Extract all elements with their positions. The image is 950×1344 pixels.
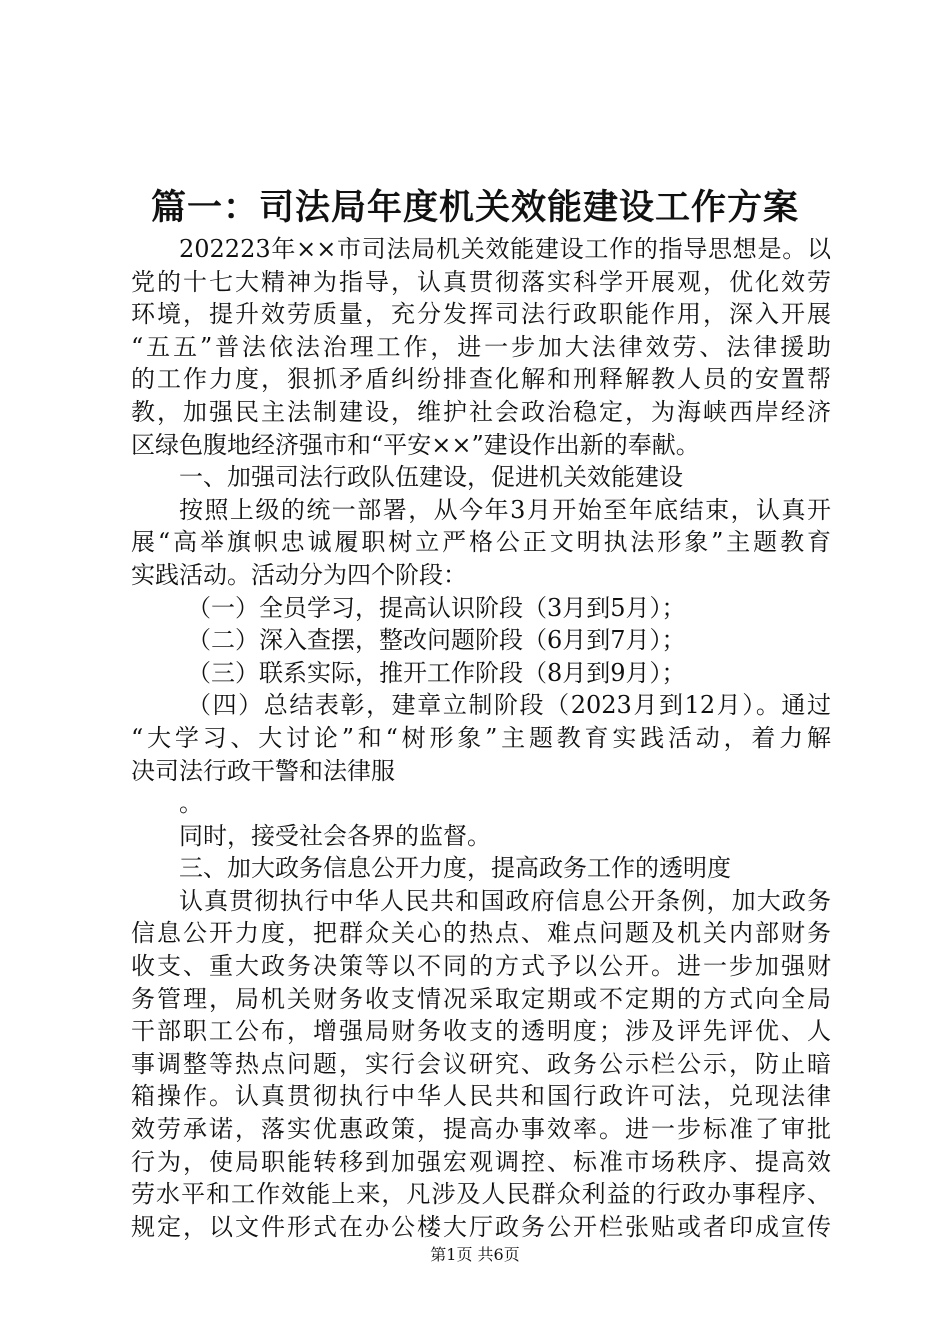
paragraph-line: 事调整等热点问题，实行会议研究、政务公示栏公示，防止暗 (131, 1049, 831, 1078)
list-item: （一）全员学习，提高认识阶段（3月到5月）； (187, 593, 686, 622)
paragraph-line: 环境，提升效劳质量，充分发挥司法行政职能作用，深入开展 (131, 300, 831, 329)
paragraph-line: 行为，使局职能转移到加强宏观调控、标准市场秩序、提高效 (131, 1147, 831, 1176)
paragraph-line: 收支、重大政务决策等以不同的方式予以公开。进一步加强财 (131, 952, 831, 981)
paragraph-line: 效劳承诺，落实优惠政策，提高办事效率。进一步标准了审批 (131, 1115, 831, 1144)
section-heading: 三、加大政务信息公开力度，提高政务工作的透明度 (179, 854, 731, 883)
paragraph-line: 认真贯彻执行中华人民共和国政府信息公开条例，加大政务 (179, 886, 831, 915)
paragraph-line: 党的十七大精神为指导，认真贯彻落实科学开展观，优化效劳 (131, 267, 831, 296)
page-number: 第1页 共6页 (430, 1245, 520, 1264)
paragraph-line: 实践活动。活动分为四个阶段： (131, 560, 467, 589)
paragraph-line: 信息公开力度，把群众关心的热点、难点问题及机关内部财务 (131, 919, 831, 948)
paragraph-line: 202223年××市司法局机关效能建设工作的指导思想是。以 (179, 235, 831, 263)
paragraph-line: 。 (179, 789, 203, 818)
paragraph-line: 区绿色腹地经济强市和“平安××”建设作出新的奉献。 (131, 430, 700, 459)
paragraph-line: 务管理，局机关财务收支情况采取定期或不定期的方式向全局 (131, 984, 831, 1013)
section-heading: 一、加强司法行政队伍建设，促进机关效能建设 (179, 463, 683, 492)
paragraph-line: 劳水平和工作效能上来，凡涉及人民群众利益的行政办事程序、 (131, 1180, 831, 1209)
paragraph-line: 规定，以文件形式在办公楼大厅政务公开栏张贴或者印成宣传 (131, 1212, 831, 1241)
document-body (131, 233, 831, 1243)
paragraph-line: 教，加强民主法制建设，维护社会政治稳定，为海峡西岸经济 (131, 397, 831, 426)
list-item: （三）联系实际，推开工作阶段（8月到9月）； (187, 658, 686, 687)
paragraph-line: 同时，接受社会各界的监督。 (179, 821, 491, 850)
paragraph-line: 箱操作。认真贯彻执行中华人民共和国行政许可法，兑现法律 (131, 1082, 831, 1111)
paragraph-line: 干部职工公布，增强局财务收支的透明度；涉及评先评优、人 (131, 1017, 831, 1046)
list-item: （二）深入查摆，整改问题阶段（6月到7月）； (187, 626, 686, 655)
paragraph-line: 决司法行政干警和法律服 (131, 756, 395, 785)
paragraph-line: “五五”普法依法治理工作，进一步加大法律效劳、法律援助 (131, 332, 831, 361)
paragraph-line: 展“高举旗帜忠诚履职树立严格公正文明执法形象”主题教育 (131, 528, 831, 557)
paragraph-line: 的工作力度，狠抓矛盾纠纷排查化解和刑释解教人员的安置帮 (131, 365, 831, 394)
paragraph-line: 按照上级的统一部署，从今年3月开始至年底结束，认真开 (179, 495, 831, 524)
document-title: 篇一：司法局年度机关效能建设工作方案 (150, 187, 799, 228)
list-item: （四）总结表彰，建章立制阶段（2023月到12月）。通过 (187, 691, 831, 720)
paragraph-line: “大学习、大讨论”和“树形象”主题教育实践活动，着力解 (131, 723, 831, 752)
